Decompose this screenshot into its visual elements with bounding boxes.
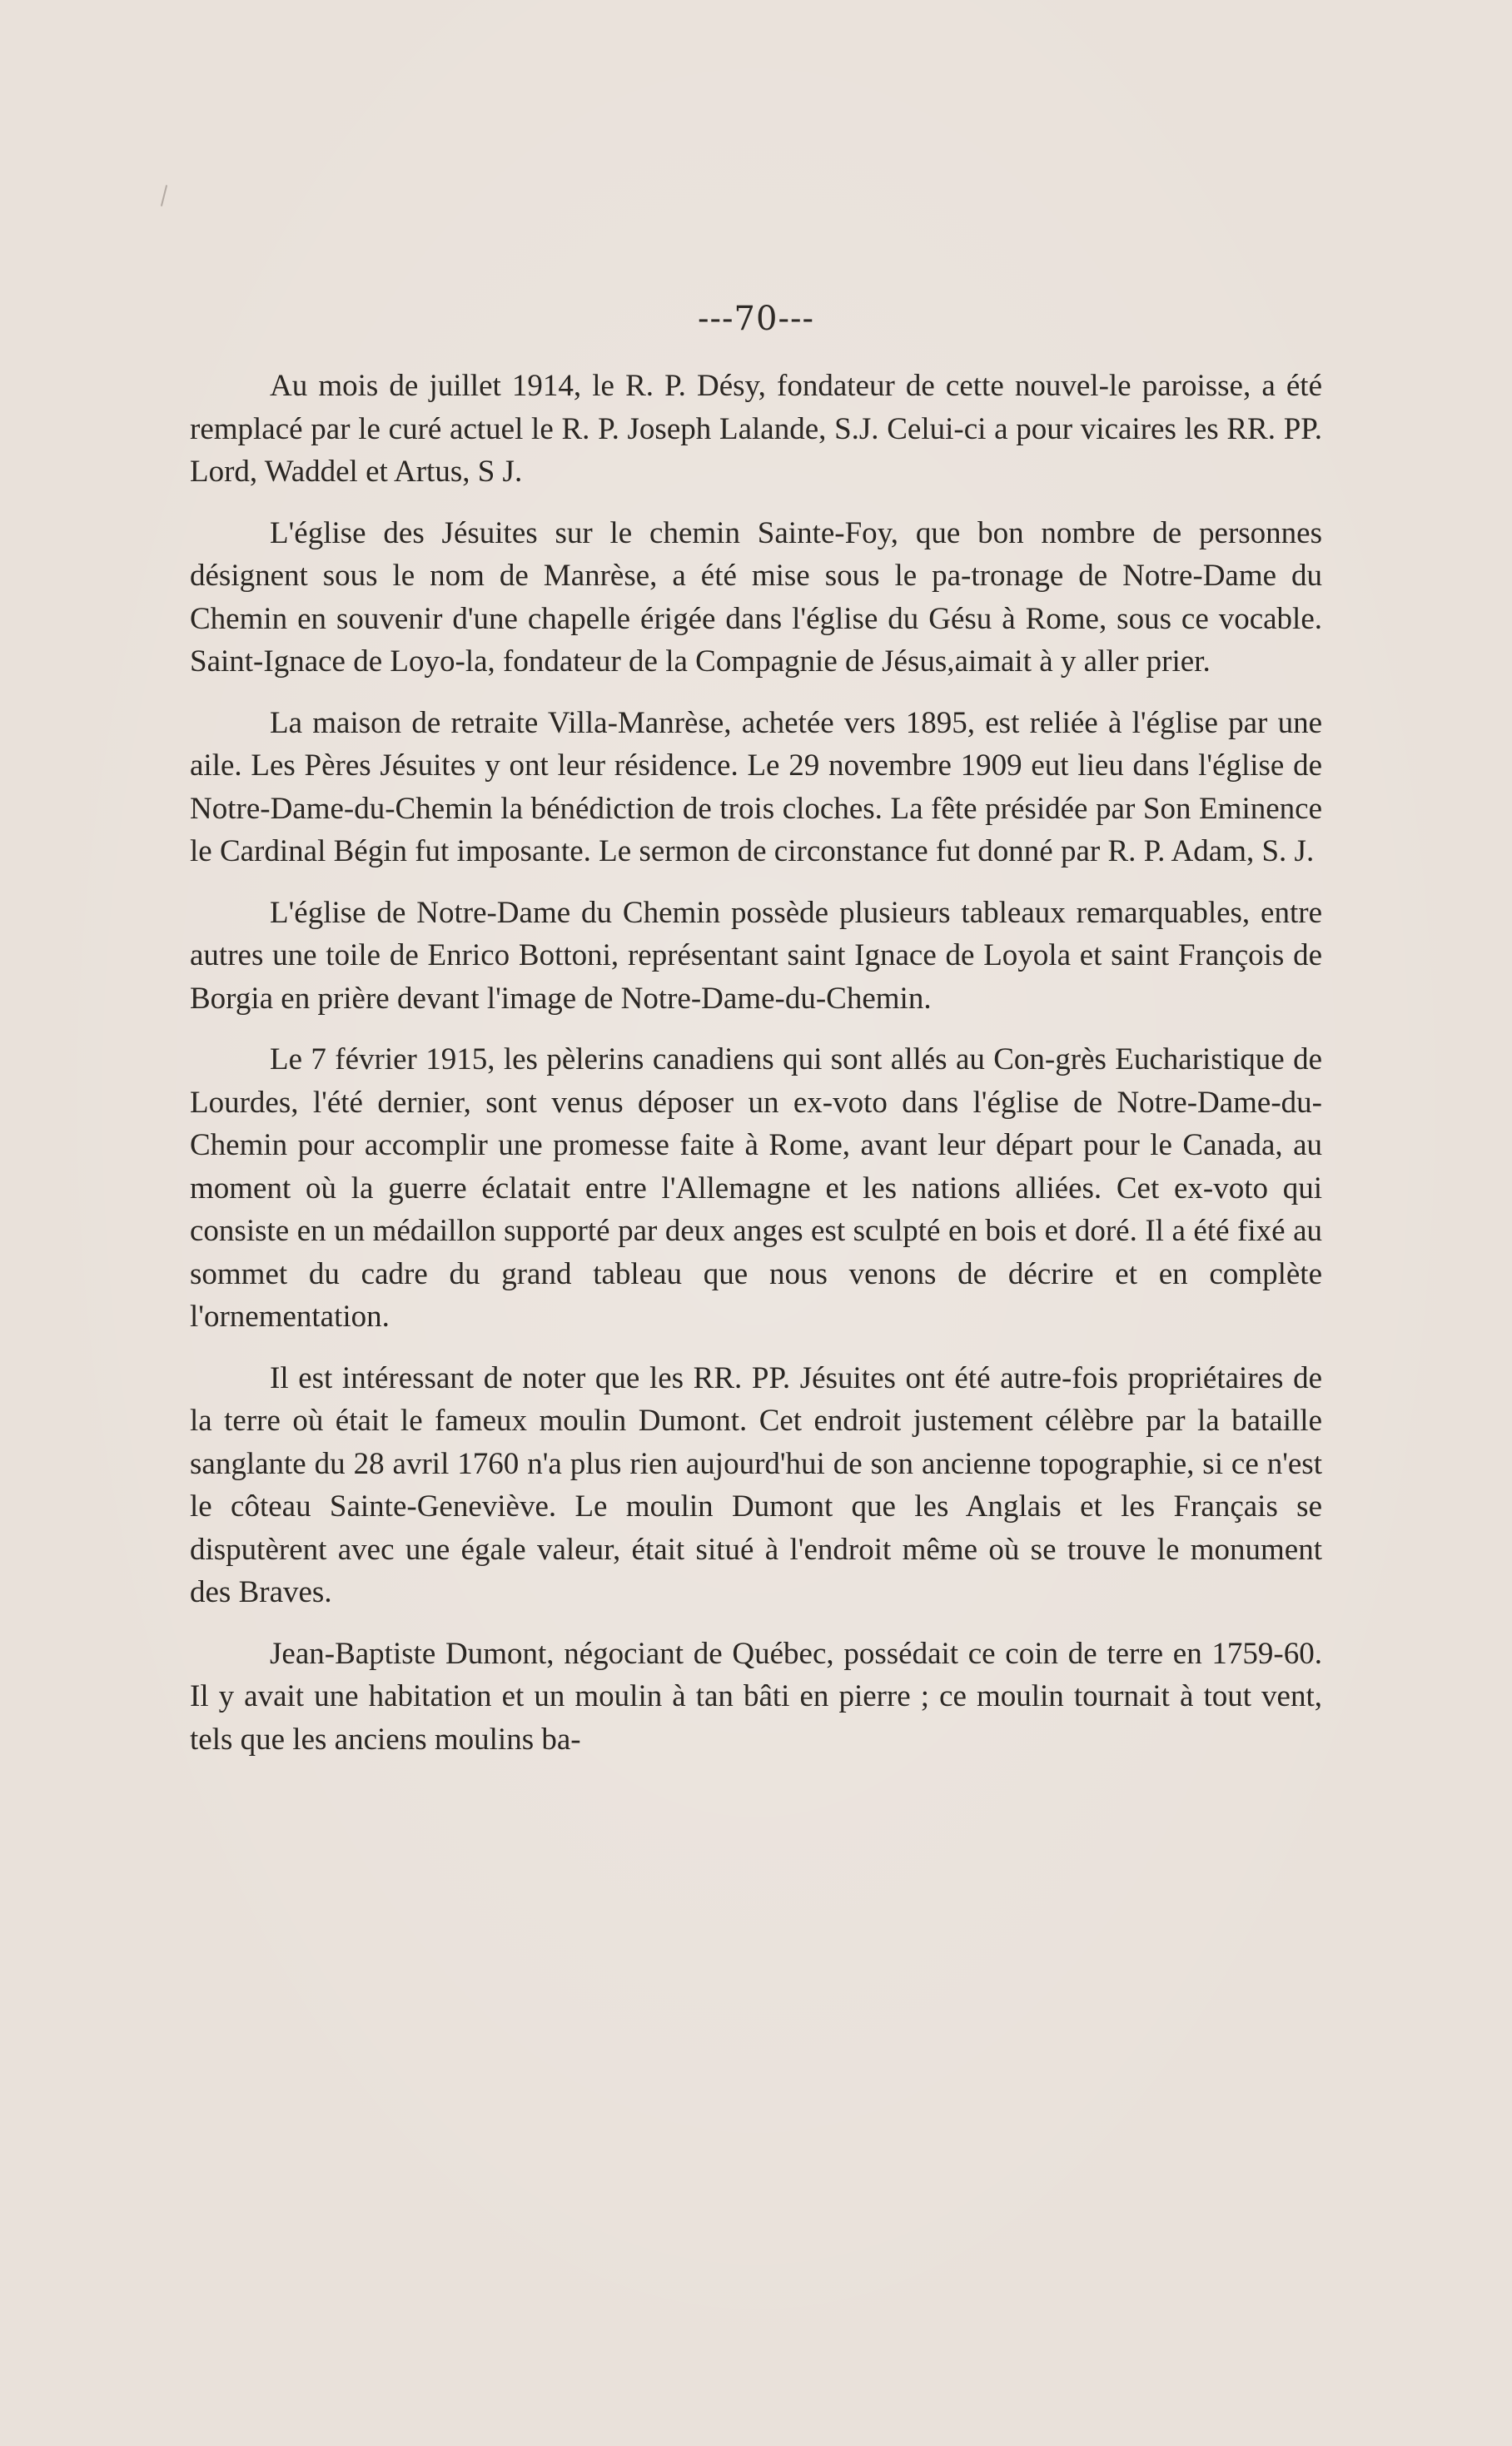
stray-ink-mark [161,185,167,206]
paragraph-6: Il est intéressant de noter que les RR. PP. Jésuites ont été autre-fois propriétaires de la terre où était le fameux moulin Dumont. Cet endroit justement célèbre par la bataille sanglante du 28 avril 1760 n'a plus rien aujourd'hui de son ancienne topographie, si ce n'est le côteau Sainte-Geneviève. Le moulin Dumont que les Anglais et les Français se disputèrent avec une égale valeur, était situé à l'endroit même où se trouve le monument des Braves. [190,1360,1322,1609]
paragraph-3: La maison de retraite Villa-Manrèse, achetée vers 1895, est reliée à l'église par une aile. Les Pères Jésuites y ont leur résidence. Le 29 novembre 1909 eut lieu dans l'église de Notre-Dame-du-Chemin la bénédiction de trois cloches. La fête présidée par Son Eminence le Cardinal Bégin fut imposante. Le sermon de circonstance fut donné par R. P. Adam, S. J. [190,705,1322,868]
paragraph-2: L'église des Jésuites sur le chemin Sainte-Foy, que bon nombre de personnes désignent sous le nom de Manrèse, a été mise sous le pa-tronage de Notre-Dame du Chemin en souvenir d'une chapelle érigée dans l'église du Gésu à Rome, sous ce vocable. Saint-Ignace de Loyo-la, fondateur de la Compagnie de Jésus,aimait à y aller prier. [190,515,1322,679]
body-text [190,365,1322,1779]
page-number: ---70--- [698,300,814,338]
paragraph-4: L'église de Notre-Dame du Chemin possède plusieurs tableaux remarquables, entre autres une toile de Enrico Bottoni, représentant saint Ignace de Loyola et saint François de Borgia en prière devant l'image de Notre-Dame-du-Chemin. [190,895,1322,1016]
paragraph-1: Au mois de juillet 1914, le R. P. Désy, fondateur de cette nouvel-le paroisse, a été remplacé par le curé actuel le R. P. Joseph Lalande, S.J. Celui-ci a pour vicaires les RR. PP. Lord, Waddel et Artus, S J. [190,369,1322,489]
paragraph-7: Jean-Baptiste Dumont, négociant de Québec, possédait ce coin de terre en 1759-60. Il y avait une habitation et un moulin à tan bâti en pierre ; ce moulin tournait à tout vent, tels que les anciens moulins ba- [190,1636,1322,1757]
paragraph-5: Le 7 février 1915, les pèlerins canadiens qui sont allés au Con-grès Eucharistique de Lourdes, l'été dernier, sont venus déposer un ex-voto dans l'église de Notre-Dame-du-Chemin pour accomplir une promesse faite à Rome, avant leur départ pour le Canada, au moment où la guerre éclatait entre l'Allemagne et les nations alliées. Cet ex-voto qui consiste en un médaillon supporté par deux anges est sculpté en bois et doré. Il a été fixé au sommet du cadre du grand tableau que nous venons de décrire et en complète l'ornementation. [190,1042,1322,1334]
